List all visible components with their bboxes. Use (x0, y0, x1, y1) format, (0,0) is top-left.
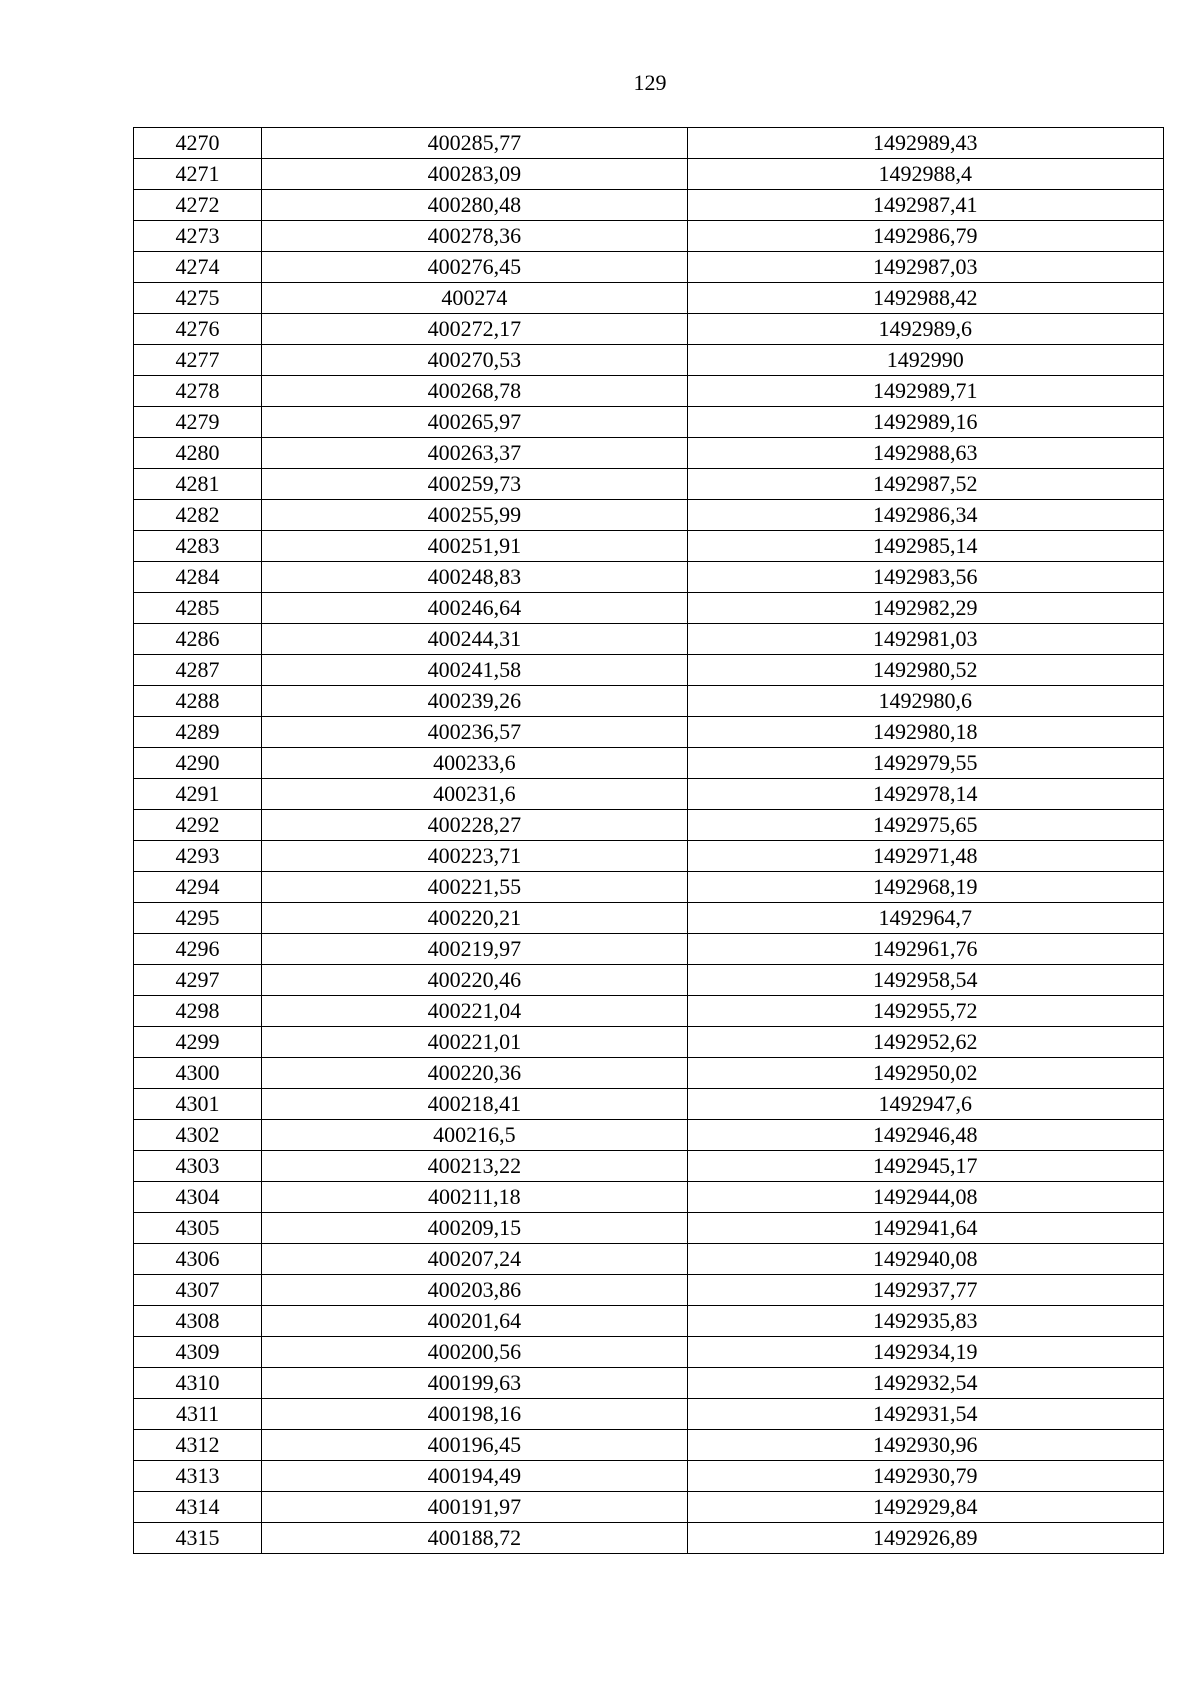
y-coordinate-cell: 1492958,54 (687, 965, 1163, 996)
x-coordinate-cell: 400263,37 (262, 438, 687, 469)
point-number-cell: 4309 (134, 1337, 262, 1368)
table-row (134, 1058, 1164, 1089)
y-coordinate-cell: 1492932,54 (687, 1368, 1163, 1399)
point-number-cell: 4277 (134, 345, 262, 376)
point-number-cell: 4312 (134, 1430, 262, 1461)
y-coordinate-cell: 1492988,63 (687, 438, 1163, 469)
x-coordinate-cell: 400228,27 (262, 810, 687, 841)
y-coordinate-cell: 1492961,76 (687, 934, 1163, 965)
point-number-cell: 4305 (134, 1213, 262, 1244)
point-number-cell: 4297 (134, 965, 262, 996)
table-row (134, 438, 1164, 469)
y-coordinate-cell: 1492934,19 (687, 1337, 1163, 1368)
point-number-cell: 4286 (134, 624, 262, 655)
y-coordinate-cell: 1492989,71 (687, 376, 1163, 407)
x-coordinate-cell: 400251,91 (262, 531, 687, 562)
x-coordinate-cell: 400236,57 (262, 717, 687, 748)
x-coordinate-cell: 400221,55 (262, 872, 687, 903)
x-coordinate-cell: 400265,97 (262, 407, 687, 438)
x-coordinate-cell: 400188,72 (262, 1523, 687, 1554)
point-number-cell: 4284 (134, 562, 262, 593)
x-coordinate-cell: 400220,21 (262, 903, 687, 934)
point-number-cell: 4279 (134, 407, 262, 438)
y-coordinate-cell: 1492980,52 (687, 655, 1163, 686)
y-coordinate-cell: 1492946,48 (687, 1120, 1163, 1151)
y-coordinate-cell: 1492989,16 (687, 407, 1163, 438)
point-number-cell: 4274 (134, 252, 262, 283)
table-row (134, 624, 1164, 655)
y-coordinate-cell: 1492929,84 (687, 1492, 1163, 1523)
point-number-cell: 4276 (134, 314, 262, 345)
table-row (134, 841, 1164, 872)
x-coordinate-cell: 400268,78 (262, 376, 687, 407)
table-row (134, 1430, 1164, 1461)
table-row (134, 252, 1164, 283)
point-number-cell: 4298 (134, 996, 262, 1027)
table-row (134, 531, 1164, 562)
x-coordinate-cell: 400274 (262, 283, 687, 314)
y-coordinate-cell: 1492988,4 (687, 159, 1163, 190)
x-coordinate-cell: 400198,16 (262, 1399, 687, 1430)
y-coordinate-cell: 1492968,19 (687, 872, 1163, 903)
x-coordinate-cell: 400211,18 (262, 1182, 687, 1213)
table-row (134, 1182, 1164, 1213)
y-coordinate-cell: 1492955,72 (687, 996, 1163, 1027)
x-coordinate-cell: 400201,64 (262, 1306, 687, 1337)
x-coordinate-cell: 400248,83 (262, 562, 687, 593)
y-coordinate-cell: 1492987,03 (687, 252, 1163, 283)
y-coordinate-cell: 1492975,65 (687, 810, 1163, 841)
table-row (134, 190, 1164, 221)
point-number-cell: 4288 (134, 686, 262, 717)
point-number-cell: 4292 (134, 810, 262, 841)
y-coordinate-cell: 1492964,7 (687, 903, 1163, 934)
table-row (134, 1306, 1164, 1337)
table-row (134, 965, 1164, 996)
y-coordinate-cell: 1492983,56 (687, 562, 1163, 593)
point-number-cell: 4291 (134, 779, 262, 810)
point-number-cell: 4290 (134, 748, 262, 779)
y-coordinate-cell: 1492935,83 (687, 1306, 1163, 1337)
table-row (134, 1461, 1164, 1492)
coordinates-table-body (134, 128, 1164, 1554)
point-number-cell: 4289 (134, 717, 262, 748)
x-coordinate-cell: 400255,99 (262, 500, 687, 531)
point-number-cell: 4308 (134, 1306, 262, 1337)
table-row (134, 1399, 1164, 1430)
table-row (134, 345, 1164, 376)
x-coordinate-cell: 400203,86 (262, 1275, 687, 1306)
y-coordinate-cell: 1492937,77 (687, 1275, 1163, 1306)
y-coordinate-cell: 1492945,17 (687, 1151, 1163, 1182)
point-number-cell: 4280 (134, 438, 262, 469)
x-coordinate-cell: 400221,04 (262, 996, 687, 1027)
y-coordinate-cell: 1492926,89 (687, 1523, 1163, 1554)
x-coordinate-cell: 400221,01 (262, 1027, 687, 1058)
point-number-cell: 4310 (134, 1368, 262, 1399)
table-row (134, 903, 1164, 934)
x-coordinate-cell: 400199,63 (262, 1368, 687, 1399)
point-number-cell: 4287 (134, 655, 262, 686)
y-coordinate-cell: 1492980,18 (687, 717, 1163, 748)
x-coordinate-cell: 400209,15 (262, 1213, 687, 1244)
x-coordinate-cell: 400241,58 (262, 655, 687, 686)
point-number-cell: 4275 (134, 283, 262, 314)
table-row (134, 1337, 1164, 1368)
x-coordinate-cell: 400216,5 (262, 1120, 687, 1151)
x-coordinate-cell: 400200,56 (262, 1337, 687, 1368)
x-coordinate-cell: 400285,77 (262, 128, 687, 159)
table-row (134, 655, 1164, 686)
page-number: 129 (633, 70, 667, 95)
table-row (134, 314, 1164, 345)
x-coordinate-cell: 400196,45 (262, 1430, 687, 1461)
table-row (134, 1523, 1164, 1554)
x-coordinate-cell: 400207,24 (262, 1244, 687, 1275)
table-row (134, 593, 1164, 624)
y-coordinate-cell: 1492971,48 (687, 841, 1163, 872)
table-row (134, 1244, 1164, 1275)
y-coordinate-cell: 1492985,14 (687, 531, 1163, 562)
x-coordinate-cell: 400191,97 (262, 1492, 687, 1523)
table-row (134, 934, 1164, 965)
y-coordinate-cell: 1492944,08 (687, 1182, 1163, 1213)
x-coordinate-cell: 400213,22 (262, 1151, 687, 1182)
point-number-cell: 4313 (134, 1461, 262, 1492)
x-coordinate-cell: 400218,41 (262, 1089, 687, 1120)
point-number-cell: 4295 (134, 903, 262, 934)
coordinates-table (133, 127, 1164, 1554)
table-row (134, 872, 1164, 903)
y-coordinate-cell: 1492987,41 (687, 190, 1163, 221)
table-row (134, 1368, 1164, 1399)
table-row (134, 283, 1164, 314)
point-number-cell: 4282 (134, 500, 262, 531)
table-row (134, 1027, 1164, 1058)
table-row (134, 996, 1164, 1027)
point-number-cell: 4314 (134, 1492, 262, 1523)
y-coordinate-cell: 1492987,52 (687, 469, 1163, 500)
y-coordinate-cell: 1492947,6 (687, 1089, 1163, 1120)
table-row (134, 779, 1164, 810)
point-number-cell: 4311 (134, 1399, 262, 1430)
x-coordinate-cell: 400220,46 (262, 965, 687, 996)
y-coordinate-cell: 1492980,6 (687, 686, 1163, 717)
x-coordinate-cell: 400231,6 (262, 779, 687, 810)
point-number-cell: 4304 (134, 1182, 262, 1213)
x-coordinate-cell: 400280,48 (262, 190, 687, 221)
y-coordinate-cell: 1492982,29 (687, 593, 1163, 624)
table-row (134, 1120, 1164, 1151)
table-row (134, 376, 1164, 407)
x-coordinate-cell: 400220,36 (262, 1058, 687, 1089)
y-coordinate-cell: 1492930,96 (687, 1430, 1163, 1461)
point-number-cell: 4296 (134, 934, 262, 965)
y-coordinate-cell: 1492952,62 (687, 1027, 1163, 1058)
point-number-cell: 4293 (134, 841, 262, 872)
point-number-cell: 4315 (134, 1523, 262, 1554)
x-coordinate-cell: 400259,73 (262, 469, 687, 500)
y-coordinate-cell: 1492990 (687, 345, 1163, 376)
point-number-cell: 4307 (134, 1275, 262, 1306)
point-number-cell: 4301 (134, 1089, 262, 1120)
y-coordinate-cell: 1492988,42 (687, 283, 1163, 314)
table-row (134, 469, 1164, 500)
table-row (134, 1089, 1164, 1120)
point-number-cell: 4285 (134, 593, 262, 624)
y-coordinate-cell: 1492979,55 (687, 748, 1163, 779)
y-coordinate-cell: 1492986,34 (687, 500, 1163, 531)
table-row (134, 128, 1164, 159)
table-row (134, 748, 1164, 779)
x-coordinate-cell: 400233,6 (262, 748, 687, 779)
table-row (134, 159, 1164, 190)
point-number-cell: 4300 (134, 1058, 262, 1089)
point-number-cell: 4302 (134, 1120, 262, 1151)
table-row (134, 686, 1164, 717)
y-coordinate-cell: 1492978,14 (687, 779, 1163, 810)
y-coordinate-cell: 1492930,79 (687, 1461, 1163, 1492)
y-coordinate-cell: 1492941,64 (687, 1213, 1163, 1244)
y-coordinate-cell: 1492989,43 (687, 128, 1163, 159)
table-row (134, 500, 1164, 531)
table-row (134, 221, 1164, 252)
x-coordinate-cell: 400283,09 (262, 159, 687, 190)
point-number-cell: 4270 (134, 128, 262, 159)
point-number-cell: 4294 (134, 872, 262, 903)
x-coordinate-cell: 400272,17 (262, 314, 687, 345)
point-number-cell: 4278 (134, 376, 262, 407)
point-number-cell: 4272 (134, 190, 262, 221)
x-coordinate-cell: 400194,49 (262, 1461, 687, 1492)
x-coordinate-cell: 400276,45 (262, 252, 687, 283)
y-coordinate-cell: 1492950,02 (687, 1058, 1163, 1089)
x-coordinate-cell: 400219,97 (262, 934, 687, 965)
x-coordinate-cell: 400246,64 (262, 593, 687, 624)
point-number-cell: 4306 (134, 1244, 262, 1275)
table-row (134, 407, 1164, 438)
table-row (134, 1492, 1164, 1523)
x-coordinate-cell: 400239,26 (262, 686, 687, 717)
x-coordinate-cell: 400270,53 (262, 345, 687, 376)
y-coordinate-cell: 1492940,08 (687, 1244, 1163, 1275)
table-row (134, 1151, 1164, 1182)
point-number-cell: 4281 (134, 469, 262, 500)
x-coordinate-cell: 400244,31 (262, 624, 687, 655)
table-row (134, 1213, 1164, 1244)
x-coordinate-cell: 400278,36 (262, 221, 687, 252)
point-number-cell: 4283 (134, 531, 262, 562)
y-coordinate-cell: 1492986,79 (687, 221, 1163, 252)
y-coordinate-cell: 1492931,54 (687, 1399, 1163, 1430)
table-row (134, 717, 1164, 748)
y-coordinate-cell: 1492981,03 (687, 624, 1163, 655)
point-number-cell: 4299 (134, 1027, 262, 1058)
point-number-cell: 4271 (134, 159, 262, 190)
table-row (134, 810, 1164, 841)
x-coordinate-cell: 400223,71 (262, 841, 687, 872)
table-row (134, 1275, 1164, 1306)
y-coordinate-cell: 1492989,6 (687, 314, 1163, 345)
point-number-cell: 4303 (134, 1151, 262, 1182)
table-row (134, 562, 1164, 593)
point-number-cell: 4273 (134, 221, 262, 252)
